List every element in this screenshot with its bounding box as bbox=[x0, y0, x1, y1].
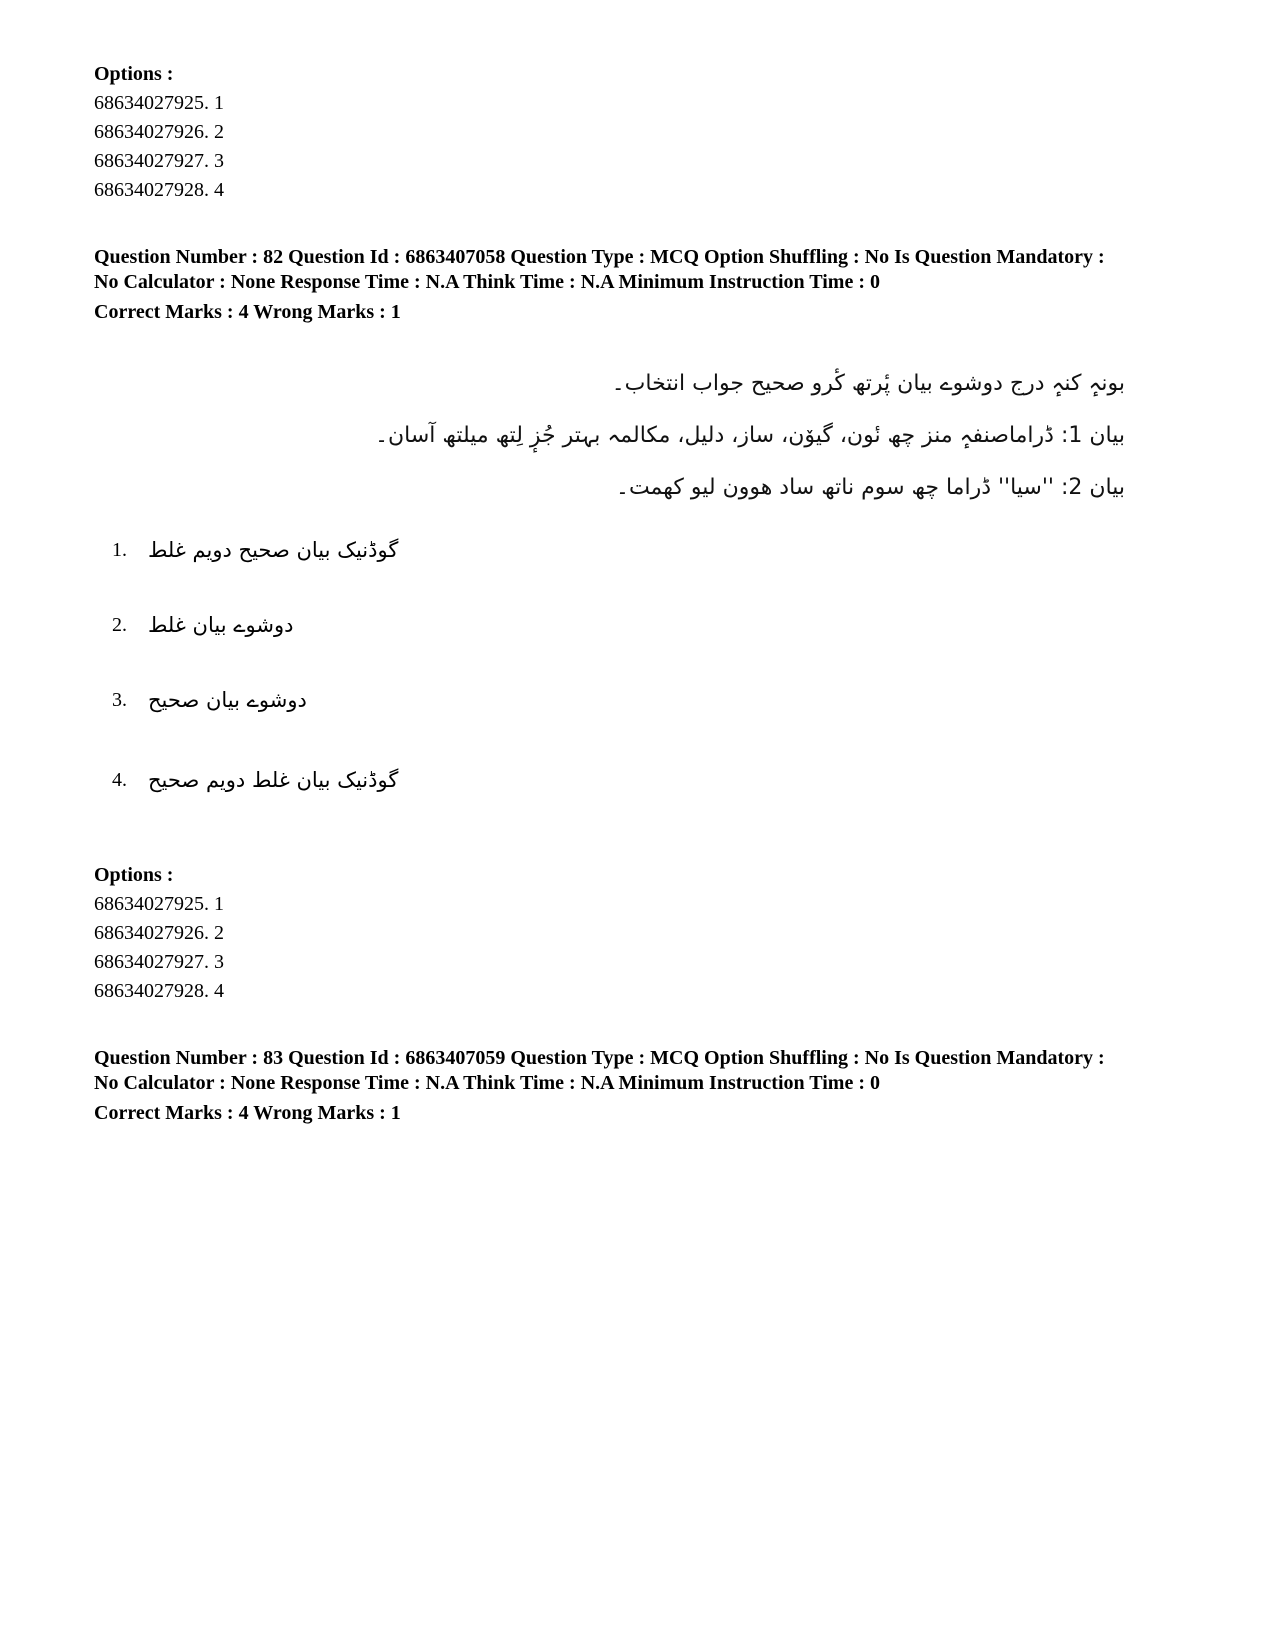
answer-choice-2[interactable] bbox=[112, 605, 293, 645]
question-stem bbox=[375, 358, 1125, 514]
choice-number: 1. bbox=[112, 538, 127, 561]
answer-choice-1[interactable] bbox=[112, 530, 398, 570]
answer-choice-3[interactable] bbox=[112, 680, 307, 720]
choice-text: دوشوے بیان صحیح bbox=[148, 688, 307, 712]
choice-number: 3. bbox=[112, 688, 127, 711]
option-id-line: 68634027927. 3 bbox=[94, 150, 224, 172]
choice-text: گوڈنیک بیان غلط دویم صحیح bbox=[148, 768, 399, 792]
question-meta-line1: Question Number : 82 Question Id : 6863407058 Question Type : MCQ Option Shuffling : No Is Question Mandatory : bbox=[94, 246, 1105, 268]
question-meta-line1: Question Number : 83 Question Id : 6863407059 Question Type : MCQ Option Shuffling : No Is Question Mandatory : bbox=[94, 1047, 1105, 1069]
question-header-83 bbox=[94, 1046, 1224, 1126]
question-marks: Correct Marks : 4 Wrong Marks : 1 bbox=[94, 301, 401, 323]
options-block-top bbox=[94, 60, 224, 205]
option-id-line: 68634027928. 4 bbox=[94, 179, 224, 201]
option-id-line: 68634027928. 4 bbox=[94, 980, 224, 1002]
choice-number: 4. bbox=[112, 768, 127, 791]
options-block-bottom bbox=[94, 861, 224, 1006]
stem-line-statement-1: بیان 1: ڈراماصنفہٕ منز چھ نٔون، گیوٚن، ساز، دلیل، مکالمہ بہتر جُزٕ لِتھ میلتھ آسان۔ bbox=[375, 423, 1125, 448]
choice-text: دوشوے بیان غلط bbox=[148, 613, 294, 637]
question-meta-line2: No Calculator : None Response Time : N.A Think Time : N.A Minimum Instruction Time : 0 bbox=[94, 271, 880, 293]
choice-number: 2. bbox=[112, 613, 127, 636]
question-header-82 bbox=[94, 245, 1224, 325]
choice-text: گوڈنیک بیان صحیح دویم غلط bbox=[148, 538, 399, 562]
option-id-line: 68634027925. 1 bbox=[94, 92, 224, 114]
option-id-line: 68634027925. 1 bbox=[94, 893, 224, 915]
stem-line-instruction: بونہٕ کنہٕ درج دوشوے بیان پٔرتھ کٔرو صحیح جواب انتخاب۔ bbox=[611, 371, 1125, 396]
option-id-line: 68634027926. 2 bbox=[94, 922, 224, 944]
options-heading: Options : bbox=[94, 63, 174, 85]
stem-line-statement-2: بیان 2: ''سیا'' ڈراما چھ سوم ناتھ ساد ھوون لیو کھمت۔ bbox=[616, 475, 1125, 500]
options-heading: Options : bbox=[94, 864, 174, 886]
option-id-line: 68634027926. 2 bbox=[94, 121, 224, 143]
option-id-line: 68634027927. 3 bbox=[94, 951, 224, 973]
question-meta-line2: No Calculator : None Response Time : N.A Think Time : N.A Minimum Instruction Time : 0 bbox=[94, 1072, 880, 1094]
question-marks: Correct Marks : 4 Wrong Marks : 1 bbox=[94, 1102, 401, 1124]
answer-choice-4[interactable] bbox=[112, 760, 398, 800]
